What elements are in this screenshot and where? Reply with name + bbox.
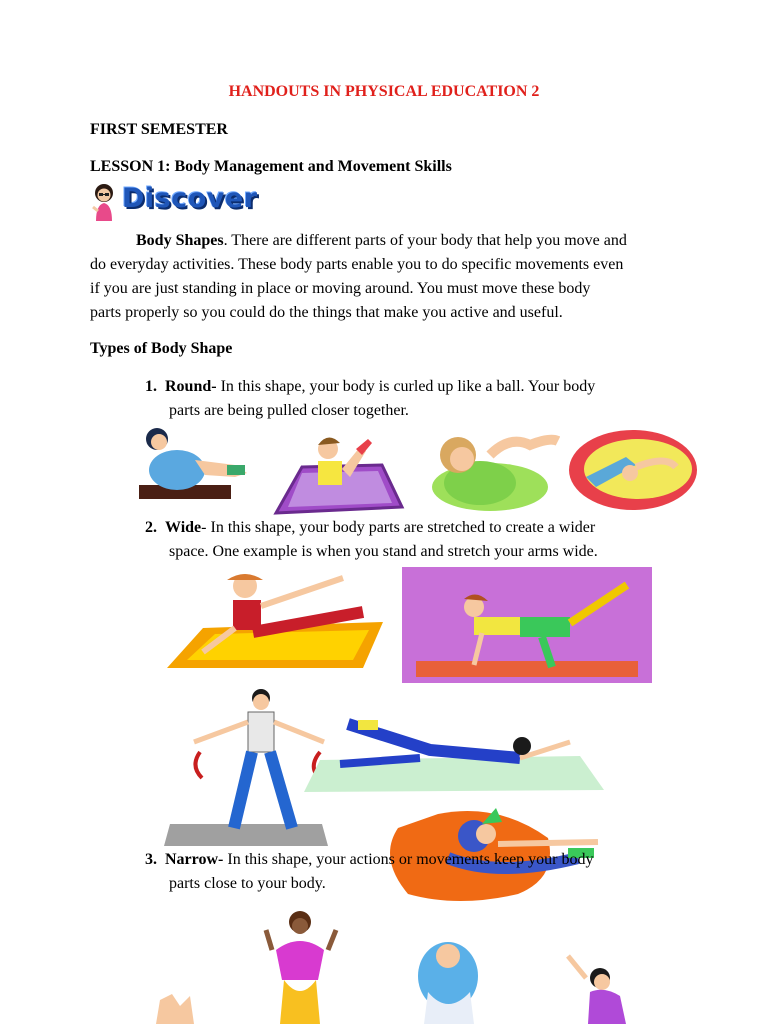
type-name: Narrow- [165, 851, 224, 868]
narrow-shape-image-5 [560, 948, 640, 1024]
narrow-shape-image-4 [408, 926, 494, 1024]
type-narrow-line-2: parts close to your body. [169, 875, 326, 892]
wide-shape-image-4 [300, 712, 605, 794]
type-name: Round- [165, 378, 217, 395]
page-title: HANDOUTS IN PHYSICAL EDUCATION 2 [228, 83, 540, 100]
type-round-line-1 [145, 375, 595, 400]
type-round-line-2: parts are being pulled closer together. [169, 402, 409, 419]
round-shape-image-2 [272, 427, 408, 515]
round-shape-image-3 [420, 425, 560, 513]
lesson-heading: LESSON 1: Body Management and Movement Skills [90, 158, 452, 175]
type-number: 2. [145, 519, 157, 536]
intro-term: Body Shapes [136, 232, 224, 249]
intro-line-1-text: . There are different parts of your body that help you move and [223, 232, 627, 249]
narrow-shape-image-2 [150, 990, 200, 1024]
type-narrow-line-1 [145, 848, 594, 873]
intro-line-1 [136, 229, 627, 254]
type-wide-line-1 [145, 516, 595, 541]
intro-line-2: do everyday activities. These body parts enable you to do specific movements even [90, 256, 624, 273]
type-text: In this shape, your actions or movements keep your body [223, 851, 594, 868]
discover-label: Discover [122, 183, 258, 214]
girl-avatar-icon [88, 181, 122, 223]
type-number: 3. [145, 851, 157, 868]
intro-line-3: if you are just standing in place or moving around. You must move these body [90, 280, 591, 297]
intro-line-4: parts properly so you could do the things that make you active and useful. [90, 304, 563, 321]
type-text: - In this shape, your body parts are stretched to create a wider [201, 519, 596, 536]
narrow-shape-image-3 [262, 910, 342, 1024]
type-number: 1. [145, 378, 157, 395]
wide-shape-image-2 [402, 567, 652, 683]
wide-shape-image-1 [163, 572, 393, 672]
discover-banner [88, 181, 258, 223]
type-wide-line-2: space. One example is when you stand and stretch your arms wide. [169, 543, 598, 560]
type-text: In this shape, your body is curled up like a ball. Your body [216, 378, 596, 395]
types-heading: Types of Body Shape [90, 340, 233, 357]
round-shape-image-1 [135, 425, 255, 503]
round-shape-image-4 [566, 427, 700, 513]
type-name: Wide [165, 519, 202, 536]
semester-heading: FIRST SEMESTER [90, 121, 228, 138]
